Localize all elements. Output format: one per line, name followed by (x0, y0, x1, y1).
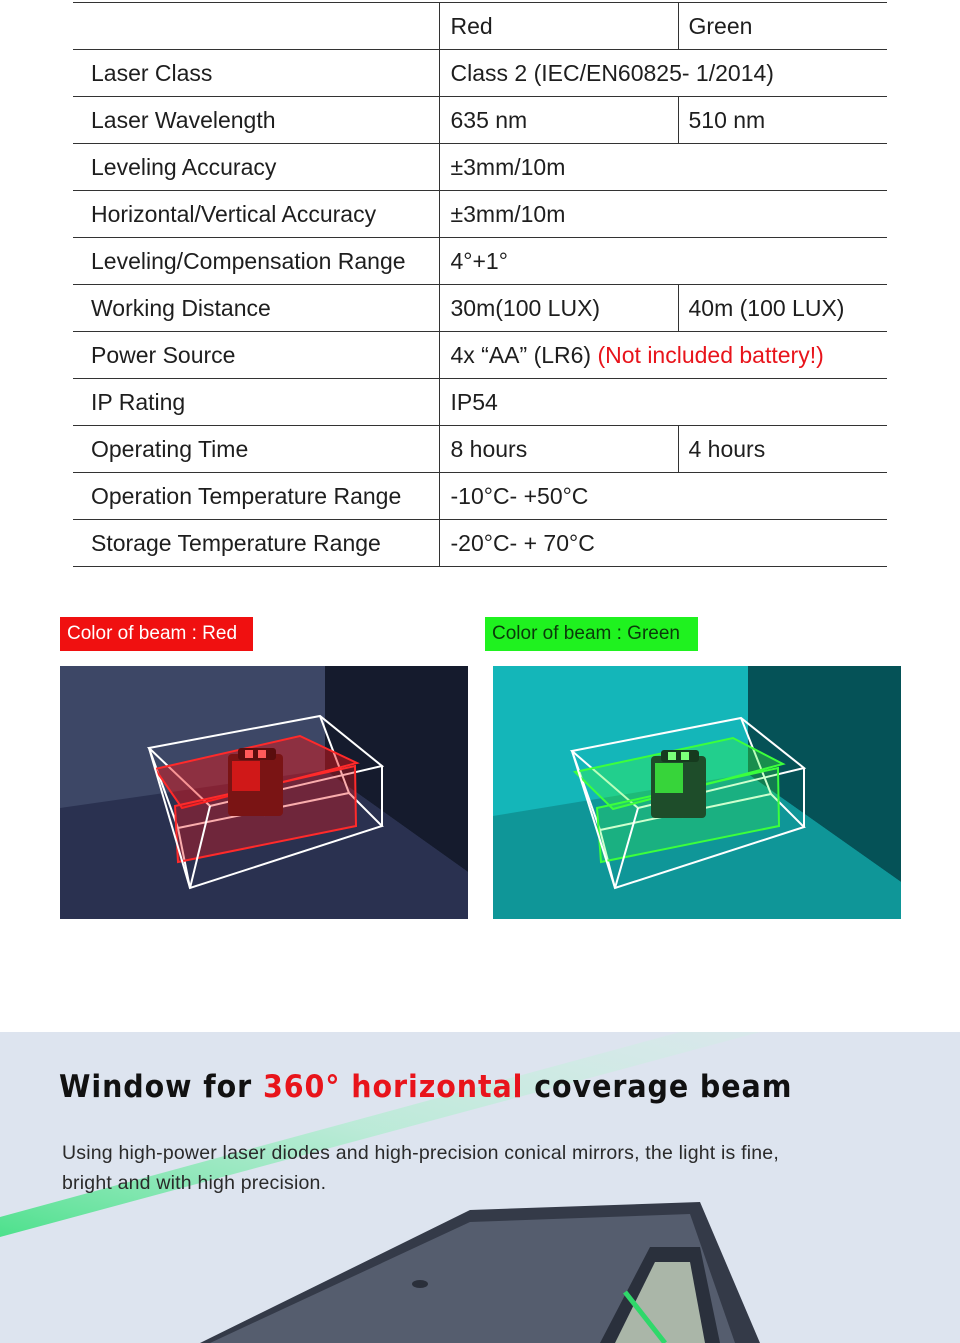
row-label: Operating Time (73, 426, 439, 473)
row-value-red: 30m(100 LUX) (439, 285, 678, 332)
row-label: Leveling Accuracy (73, 144, 439, 191)
beam-color-green-badge: Color of beam : Green (485, 617, 698, 651)
row-value: ±3mm/10m (439, 191, 887, 238)
row-value: Class 2 (IEC/EN60825- 1/2014) (439, 50, 887, 97)
feature-title (59, 1069, 792, 1105)
row-label: Storage Temperature Range (73, 520, 439, 567)
row-label: Leveling/Compensation Range (73, 238, 439, 285)
row-value-green: 4 hours (678, 426, 887, 473)
row-value-green: 510 nm (678, 97, 887, 144)
laser-level-device (651, 750, 706, 818)
row-value (439, 332, 887, 379)
header-red: Red (439, 3, 678, 50)
row-value: -20°C- + 70°C (439, 520, 887, 567)
table-row (73, 191, 887, 238)
row-value: -10°C- +50°C (439, 473, 887, 520)
feature-section (0, 1032, 960, 1343)
row-label: Laser Class (73, 50, 439, 97)
red-beam-illustration (60, 666, 468, 919)
device-screw (412, 1280, 428, 1288)
green-beam-illustration (493, 666, 901, 919)
table-header-row (73, 3, 887, 50)
row-value-red: 8 hours (439, 426, 678, 473)
title-suffix: coverage beam (523, 1069, 793, 1105)
table-row (73, 520, 887, 567)
battery-warning: (Not included battery!) (597, 341, 824, 368)
table-row (73, 332, 887, 379)
row-label: Horizontal/Vertical Accuracy (73, 191, 439, 238)
feature-description: Using high-power laser diodes and high-precision conical mirrors, the light is fine, bright and with high precision. (62, 1142, 779, 1194)
table-row (73, 473, 887, 520)
laser-level-device (228, 748, 283, 816)
table-row (73, 238, 887, 285)
row-value: ±3mm/10m (439, 144, 887, 191)
row-label: Working Distance (73, 285, 439, 332)
row-label: Power Source (73, 332, 439, 379)
table-row (73, 50, 887, 97)
row-label: Laser Wavelength (73, 97, 439, 144)
row-value: IP54 (439, 379, 887, 426)
row-value: 4°+1° (439, 238, 887, 285)
header-green: Green (678, 3, 887, 50)
power-source-value: 4x “AA” (LR6) (450, 341, 592, 368)
table-row (73, 426, 887, 473)
header-empty-cell (73, 3, 439, 50)
beam-color-red-badge: Color of beam : Red (60, 617, 253, 651)
title-highlight: 360° horizontal (262, 1069, 524, 1105)
table-row (73, 379, 887, 426)
title-prefix: Window for (59, 1069, 263, 1105)
row-value-green: 40m (100 LUX) (678, 285, 887, 332)
table-row (73, 285, 887, 332)
table-row (73, 144, 887, 191)
spec-table (73, 2, 887, 567)
row-label: Operation Temperature Range (73, 473, 439, 520)
row-value-red: 635 nm (439, 97, 678, 144)
row-label: IP Rating (73, 379, 439, 426)
table-row (73, 97, 887, 144)
